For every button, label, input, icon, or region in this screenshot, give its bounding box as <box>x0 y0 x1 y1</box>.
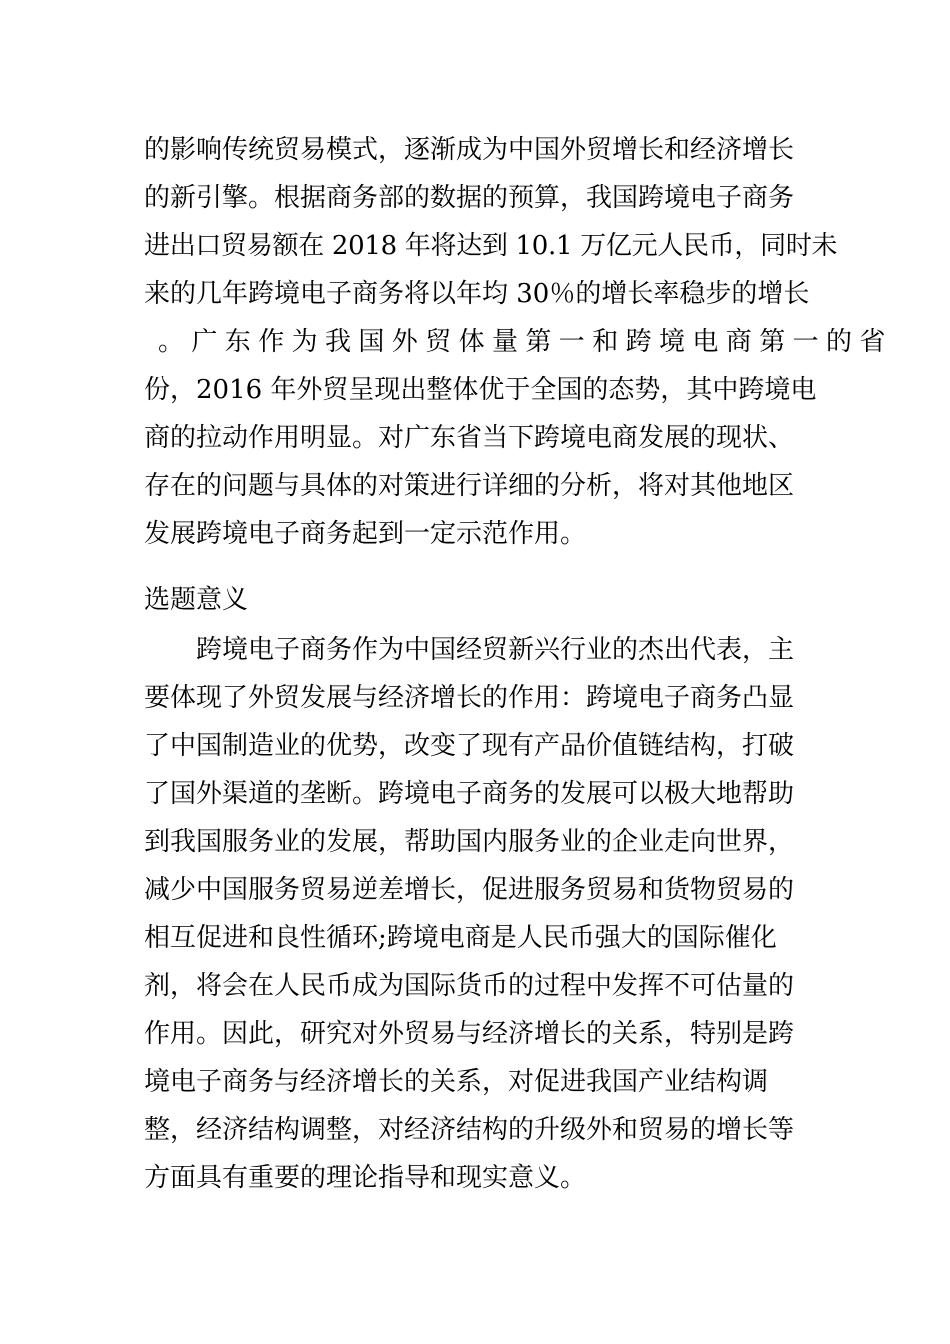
section-heading <box>144 576 816 624</box>
text-line: 境电子商务与经济增长的关系，对促进我国产业结构调 <box>144 1067 769 1097</box>
text-line: 了中国制造业的优势，改变了现有产品价值链结构，打破 <box>144 731 795 761</box>
text-line: 整，经济结构调整，对经济结构的升级外和贸易的增长等 <box>144 1115 795 1145</box>
text-line: 。广东作为我国外贸体量第一和跨境电商第一的省 <box>158 327 893 357</box>
body-paragraph-2 <box>144 626 816 1202</box>
section-heading-text: 选题意义 <box>144 585 249 615</box>
text-line: 进出口贸易额在 2018 年将达到 10.1 万亿元人民币，同时未 <box>144 231 838 261</box>
text-line: 份，2016 年外贸呈现出整体优于全国的态势，其中跨境电 <box>144 375 817 405</box>
text-line: 存在的问题与具体的对策进行详细的分析，将对其他地区 <box>144 471 795 501</box>
text-line: 作用。因此，研究对外贸易与经济增长的关系，特别是跨 <box>144 1019 795 1049</box>
text-line: 来的几年跨境电子商务将以年均 30％的增长率稳步的增长 <box>144 279 810 309</box>
text-line: 到我国服务业的发展，帮助国内服务业的企业走向世界， <box>144 827 795 857</box>
text-line: 的新引擎。根据商务部的数据的预算，我国跨境电子商务 <box>144 183 795 213</box>
text-line: 跨境电子商务作为中国经贸新兴行业的杰出代表，主 <box>196 635 795 665</box>
text-line: 剂，将会在人民币成为国际货币的过程中发挥不可估量的 <box>144 971 795 1001</box>
text-line: 相互促进和良性循环;跨境电商是人民币强大的国际催化 <box>144 923 777 953</box>
body-paragraph-1 <box>144 126 893 558</box>
text-line: 发展跨境电子商务起到一定示范作用。 <box>144 519 587 549</box>
text-line: 减少中国服务贸易逆差增长，促进服务贸易和货物贸易的 <box>144 875 795 905</box>
text-line: 方面具有重要的理论指导和现实意义。 <box>144 1163 587 1193</box>
text-line: 商的拉动作用明显。对广东省当下跨境电商发展的现状、 <box>144 423 795 453</box>
text-line: 了国外渠道的垄断。跨境电子商务的发展可以极大地帮助 <box>144 779 795 809</box>
text-line: 的影响传统贸易模式，逐渐成为中国外贸增长和经济增长 <box>144 135 795 165</box>
text-line: 要体现了外贸发展与经济增长的作用：跨境电子商务凸显 <box>144 683 795 713</box>
